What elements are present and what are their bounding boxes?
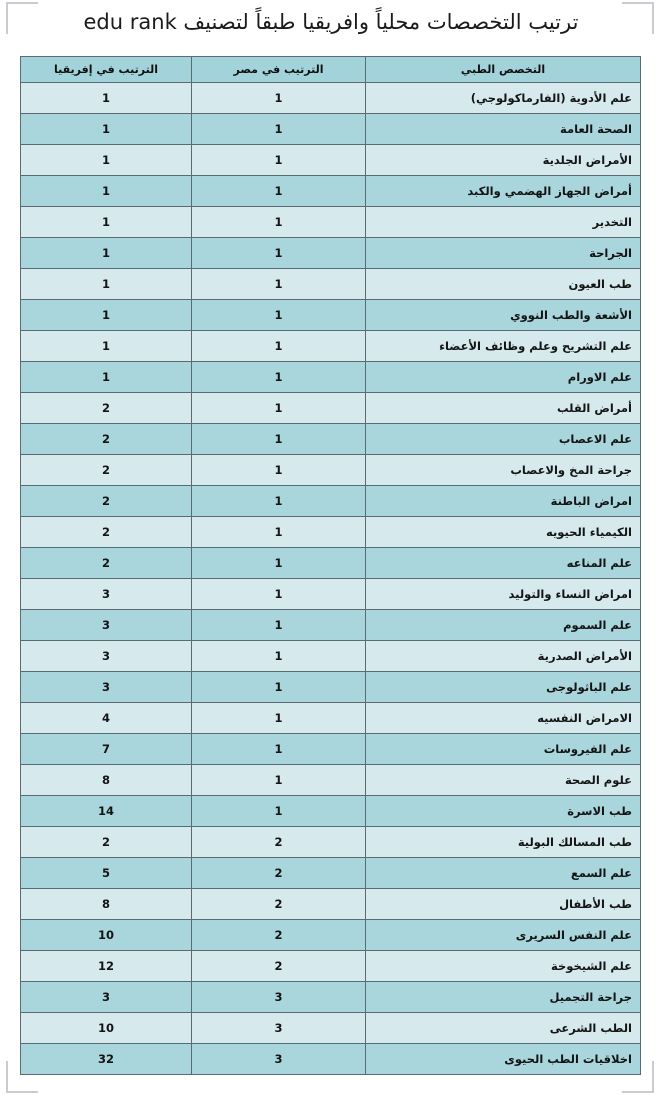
table-row (21, 641, 641, 672)
cell-specialty: الكيمياء الحيويه (366, 517, 641, 548)
cell-specialty: الأمراض الجلدية (366, 145, 641, 176)
cell-specialty: طب المسالك البولية (366, 827, 641, 858)
table-row (21, 858, 641, 889)
table-row (21, 362, 641, 393)
table-row (21, 796, 641, 827)
cell-specialty: علم المناعه (366, 548, 641, 579)
table-row (21, 455, 641, 486)
table-row (21, 238, 641, 269)
cell-rank-egypt: 1 (192, 331, 366, 362)
cell-rank-egypt: 1 (192, 548, 366, 579)
cell-rank-africa: 10 (21, 920, 192, 951)
cell-rank-africa: 7 (21, 734, 192, 765)
cell-rank-africa: 1 (21, 300, 192, 331)
cell-specialty: طب الأطفال (366, 889, 641, 920)
cell-specialty: أمراض القلب (366, 393, 641, 424)
cell-rank-egypt: 1 (192, 641, 366, 672)
cell-rank-egypt: 1 (192, 176, 366, 207)
cell-rank-africa: 8 (21, 889, 192, 920)
cell-specialty: علم الفيروسات (366, 734, 641, 765)
cell-rank-africa: 1 (21, 238, 192, 269)
cell-rank-africa: 1 (21, 207, 192, 238)
cell-rank-egypt: 1 (192, 300, 366, 331)
cell-specialty: طب الاسرة (366, 796, 641, 827)
cell-rank-egypt: 1 (192, 517, 366, 548)
cell-rank-egypt: 1 (192, 207, 366, 238)
cell-specialty: طب العيون (366, 269, 641, 300)
cell-rank-egypt: 1 (192, 424, 366, 455)
cell-rank-egypt: 1 (192, 579, 366, 610)
table-row (21, 1044, 641, 1075)
cell-rank-africa: 3 (21, 672, 192, 703)
cell-rank-africa: 2 (21, 486, 192, 517)
cell-rank-africa: 10 (21, 1013, 192, 1044)
table-row (21, 734, 641, 765)
table-row (21, 982, 641, 1013)
table-row (21, 114, 641, 145)
table-row (21, 579, 641, 610)
cell-rank-africa: 2 (21, 455, 192, 486)
column-header-rank-africa: الترتيب في إفريقيا (21, 57, 192, 83)
table-row (21, 269, 641, 300)
cell-rank-egypt: 1 (192, 114, 366, 145)
cell-rank-africa: 2 (21, 517, 192, 548)
cell-specialty: علم التشريح وعلم وظائف الأعضاء (366, 331, 641, 362)
table-header-row (21, 57, 641, 83)
table-row (21, 610, 641, 641)
cell-rank-africa: 32 (21, 1044, 192, 1075)
table-row (21, 486, 641, 517)
table-row (21, 517, 641, 548)
table-row (21, 300, 641, 331)
cell-rank-egypt: 1 (192, 610, 366, 641)
column-header-specialty: التخصص الطبي (366, 57, 641, 83)
cell-rank-africa: 1 (21, 114, 192, 145)
table-body (21, 83, 641, 1075)
table-row (21, 672, 641, 703)
cell-rank-egypt: 2 (192, 827, 366, 858)
cell-specialty: اخلاقيات الطب الحيوى (366, 1044, 641, 1075)
table-row (21, 207, 641, 238)
table-header (21, 57, 641, 83)
cell-rank-egypt: 1 (192, 393, 366, 424)
cell-rank-egypt: 1 (192, 83, 366, 114)
table-row (21, 703, 641, 734)
table-row (21, 548, 641, 579)
cell-specialty: علم الأدوية (الفارماكولوجي) (366, 83, 641, 114)
cell-rank-africa: 1 (21, 331, 192, 362)
table-row (21, 331, 641, 362)
cell-rank-africa: 3 (21, 641, 192, 672)
table-row (21, 920, 641, 951)
cell-specialty: علوم الصحة (366, 765, 641, 796)
cell-rank-egypt: 2 (192, 920, 366, 951)
cell-specialty: جراحة المخ والاعصاب (366, 455, 641, 486)
cell-rank-africa: 1 (21, 269, 192, 300)
cell-specialty: أمراض الجهاز الهضمي والكبد (366, 176, 641, 207)
table-row (21, 83, 641, 114)
cell-rank-egypt: 1 (192, 703, 366, 734)
column-header-rank-egypt: الترتيب في مصر (192, 57, 366, 83)
table-row (21, 176, 641, 207)
cell-rank-africa: 8 (21, 765, 192, 796)
cell-specialty: علم النفس السريرى (366, 920, 641, 951)
cell-rank-africa: 1 (21, 176, 192, 207)
cell-specialty: علم السموم (366, 610, 641, 641)
table-row (21, 424, 641, 455)
cell-rank-africa: 2 (21, 393, 192, 424)
cell-rank-egypt: 3 (192, 1044, 366, 1075)
cell-rank-africa: 2 (21, 424, 192, 455)
cell-rank-egypt: 3 (192, 1013, 366, 1044)
cell-specialty: الأمراض الصدرية (366, 641, 641, 672)
cell-rank-egypt: 2 (192, 858, 366, 889)
cell-specialty: امراض النساء والتوليد (366, 579, 641, 610)
cell-rank-africa: 2 (21, 548, 192, 579)
cell-rank-africa: 3 (21, 610, 192, 641)
cell-specialty: الطب الشرعى (366, 1013, 641, 1044)
cell-rank-egypt: 1 (192, 672, 366, 703)
cell-specialty: الأشعة والطب النووي (366, 300, 641, 331)
cell-rank-egypt: 1 (192, 796, 366, 827)
cell-rank-africa: 4 (21, 703, 192, 734)
table-row (21, 827, 641, 858)
cell-rank-africa: 1 (21, 145, 192, 176)
cell-specialty: الصحة العامة (366, 114, 641, 145)
medical-specialty-ranking-table (20, 56, 641, 1075)
cell-specialty: جراحة التجميل (366, 982, 641, 1013)
cell-specialty: امراض الباطنة (366, 486, 641, 517)
cell-rank-egypt: 1 (192, 765, 366, 796)
cell-specialty: التخدير (366, 207, 641, 238)
cell-rank-egypt: 1 (192, 455, 366, 486)
cell-specialty: علم الباثولوجى (366, 672, 641, 703)
cell-rank-africa: 3 (21, 982, 192, 1013)
cell-rank-egypt: 2 (192, 951, 366, 982)
table-row (21, 951, 641, 982)
cell-specialty: الامراض النفسيه (366, 703, 641, 734)
cell-specialty: علم الشيخوخة (366, 951, 641, 982)
cell-specialty: علم الاعصاب (366, 424, 641, 455)
cell-rank-egypt: 1 (192, 145, 366, 176)
cell-rank-africa: 5 (21, 858, 192, 889)
cell-rank-africa: 3 (21, 579, 192, 610)
cell-rank-africa: 1 (21, 362, 192, 393)
table-row (21, 889, 641, 920)
cell-rank-egypt: 2 (192, 889, 366, 920)
cell-specialty: علم الاورام (366, 362, 641, 393)
cell-specialty: علم السمع (366, 858, 641, 889)
table-row (21, 393, 641, 424)
cell-rank-egypt: 1 (192, 269, 366, 300)
cell-rank-africa: 14 (21, 796, 192, 827)
ranking-table-container (21, 56, 641, 1075)
table-row (21, 765, 641, 796)
cell-rank-africa: 12 (21, 951, 192, 982)
cell-rank-egypt: 1 (192, 486, 366, 517)
cell-rank-egypt: 1 (192, 362, 366, 393)
page-title: ترتيب التخصصات محلياً وافريقيا طبقاً لتصنيف edu rank (83, 10, 579, 34)
cell-rank-egypt: 1 (192, 734, 366, 765)
cell-rank-africa: 2 (21, 827, 192, 858)
cell-rank-egypt: 1 (192, 238, 366, 269)
cell-rank-africa: 1 (21, 83, 192, 114)
cell-specialty: الجراحة (366, 238, 641, 269)
cell-rank-egypt: 3 (192, 982, 366, 1013)
table-row (21, 1013, 641, 1044)
table-row (21, 145, 641, 176)
